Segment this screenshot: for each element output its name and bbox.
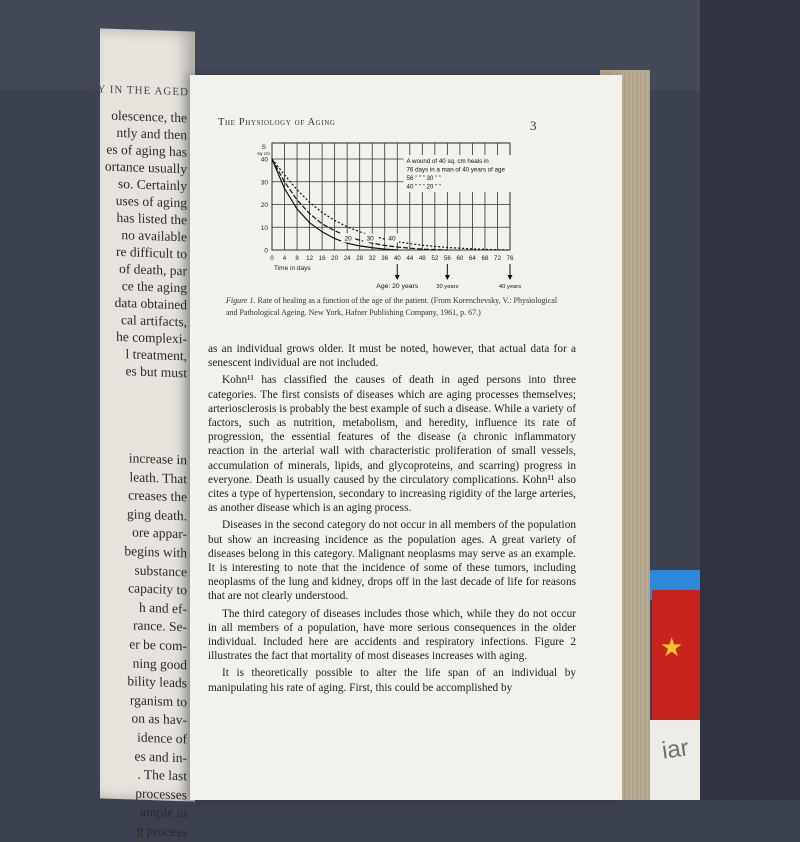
- page-number: 3: [530, 118, 537, 133]
- x-tick-label: 28: [356, 255, 364, 262]
- chart-age-markers: [376, 264, 521, 290]
- left-page-bottom-line: processes: [135, 785, 187, 803]
- left-page-top-line: uses of aging: [115, 192, 187, 211]
- y-axis-label: S: [261, 144, 266, 151]
- curve-label: 20: [344, 235, 352, 243]
- left-page-bottom-line: begins with: [124, 543, 187, 561]
- left-page-top-line: ntly and then: [116, 124, 187, 143]
- paragraph-4: The third category of diseases includes those which, while they do not occur in all members of a population, have more serious consequences in the older individual. Included here are accidents and respiratory infections. Figure 2 illustrates the fact that mortality of most diseases increases with aging.: [208, 607, 576, 663]
- left-page-bottom-line: leath. That: [129, 468, 187, 486]
- x-tick-label: 64: [468, 255, 476, 262]
- age-marker-arrowhead: [395, 275, 400, 280]
- left-page-text-bottom: [124, 449, 187, 842]
- left-page-bottom-line: on as hav-: [131, 710, 187, 728]
- age-marker-label: 30 years: [436, 284, 459, 290]
- left-page-top-line: es of aging has: [106, 141, 187, 160]
- figure-caption: [226, 295, 566, 319]
- age-marker-label: Age: 20 years: [376, 283, 419, 290]
- left-page-bottom-line: es and in-: [134, 748, 187, 765]
- x-tick-label: 56: [443, 255, 451, 262]
- left-page-bottom-line: h and ef-: [139, 599, 187, 617]
- y-tick-label: 20: [260, 202, 268, 209]
- book-page: [190, 75, 622, 800]
- left-page-top-line: ce the aging: [121, 278, 187, 296]
- x-tick-label: 16: [318, 255, 326, 262]
- left-page-top-line: olescence, the: [111, 107, 187, 126]
- x-tick-label: 8: [295, 255, 299, 262]
- figure-label: Figure 1.: [226, 296, 256, 305]
- left-page-bottom-line: ning good: [132, 655, 187, 672]
- left-page-top-line: data obtained: [114, 294, 187, 313]
- background-shelf: [700, 0, 800, 800]
- x-tick-label: 72: [494, 255, 501, 262]
- curve-label: 30: [366, 235, 374, 243]
- left-page-top-line: l treatment,: [125, 346, 187, 364]
- x-tick-label: 0: [270, 255, 274, 262]
- left-page: [89, 28, 195, 840]
- left-page-top-line: so. Certainly: [118, 175, 187, 194]
- x-axis-label: Time in days: [274, 265, 311, 272]
- left-page-bottom-line: creases the: [128, 487, 187, 505]
- left-page-bottom-line: er be com-: [129, 636, 187, 654]
- left-page-top-line: cal artifacts,: [121, 312, 187, 330]
- x-tick-label: 52: [431, 255, 439, 262]
- y-tick-label: 10: [260, 224, 268, 232]
- left-page-text-top: [105, 107, 187, 382]
- x-tick-label: 4: [282, 255, 287, 262]
- age-marker-arrowhead: [445, 275, 450, 280]
- x-tick-label: 36: [381, 255, 389, 262]
- left-page-bottom-line: rganism to: [129, 692, 187, 710]
- star-icon: ★: [660, 633, 684, 663]
- left-page-heading: RY IN THE AGED: [89, 82, 189, 99]
- paragraph-5: It is theoretically possible to alter the life span of an individual by manipulating his rate of aging. First, this could be accomplished by: [208, 667, 576, 694]
- figure-caption-text: Rate of healing as a function of the age of the patient. (From Korenchevsky, V.: Physiological and Pathological Ageing. New York, Hafner Publishing Company, 1961, p. 67.): [226, 296, 558, 317]
- paragraph-3: Diseases in the second category do not occur in all members of the population but show an increasing incidence as the population ages. A great variety of diseases belong in this category. Malignant neoplasms may serve as an example. It is interesting to note that the incidence of some of these tumors, including neoplasms of the lung and kidney, drops off in the last decade of life for reasons that are not clearly understood.: [208, 519, 576, 603]
- left-page-bottom-line: bility leads: [127, 673, 187, 691]
- left-page-bottom-line: ample in: [140, 804, 187, 821]
- background-book-title: iar: [660, 734, 691, 765]
- x-tick-label: 60: [456, 255, 464, 262]
- left-page-top-line: ortance usually: [104, 158, 187, 177]
- left-page-bottom-line: capacity to: [128, 580, 187, 598]
- left-page-top-line: re difficult to: [116, 243, 187, 262]
- left-page-bottom-line: idence of: [137, 729, 187, 747]
- legend-line: 40 ” ” ” 20 ” ”: [406, 183, 441, 191]
- running-head: The Physiology of Aging: [218, 117, 336, 128]
- x-tick-label: 48: [418, 255, 426, 262]
- x-tick-label: 20: [331, 255, 339, 262]
- x-tick-label: 12: [306, 255, 314, 262]
- left-page-bottom-line: rance. Se-: [133, 617, 187, 635]
- left-page-top-line: has listed the: [116, 209, 187, 228]
- left-page-bottom-line: . The last: [137, 766, 187, 784]
- chart-legend: [404, 155, 516, 192]
- age-marker-arrowhead: [508, 275, 513, 280]
- paragraph-1: as an individual grows older. It must be noted, however, that actual data for a senescent individual are not included.: [208, 343, 576, 370]
- y-axis-unit: sq cm: [257, 152, 270, 157]
- healing-rate-chart: [245, 133, 535, 301]
- body-text: [208, 342, 576, 695]
- x-tick-label: 68: [481, 255, 489, 262]
- legend-line: A wound of 40 sq. cm heals in: [406, 158, 489, 165]
- x-tick-label: 32: [368, 255, 376, 262]
- left-page-bottom-line: ging death.: [127, 506, 187, 524]
- left-page-bottom-line: ore appar-: [132, 524, 187, 542]
- y-tick-label: 0: [264, 247, 268, 255]
- x-tick-label: 40: [393, 255, 401, 262]
- y-tick-label: 30: [260, 179, 268, 187]
- left-page-top-line: es but must: [125, 363, 187, 381]
- x-tick-label: 24: [343, 255, 351, 262]
- left-page-bottom-line: increase in: [128, 450, 187, 468]
- left-page-top-line: he complexi-: [116, 328, 187, 347]
- age-marker-label: 40 years: [498, 284, 522, 290]
- legend-line: 56 ” ” ” 30 ” ”: [406, 175, 441, 182]
- y-tick-label: 40: [260, 156, 268, 164]
- left-page-bottom-line: substance: [134, 562, 187, 579]
- x-tick-label: 44: [406, 255, 414, 262]
- left-page-top-line: no available: [121, 227, 187, 245]
- left-page-top-line: of death, par: [119, 261, 187, 279]
- paragraph-2: Kohn¹¹ has classified the causes of death in aged persons into three categories. The first consists of diseases which are aging processes themselves; arteriosclerosis is probably the best example of such a disease. While a variety of factors, such as nutrition, metabolism, and heredity, influence its rate of progression, the essential features of the disease (a chronic inflammatory reaction in the arterial wall with characteristic proliferation of small vessels, accumulation of minerals, lipids, and glycoproteins, and scarring) progress in everyone. Death is usually caused by the circulatory complications. Kohn¹¹ also cites a type of hypertension, secondary to increasing rigidity of the large arteries, as another disease which is an aging process.: [208, 374, 576, 515]
- left-page-bottom-line: g process: [136, 822, 187, 840]
- curve-label: 40: [388, 235, 396, 243]
- legend-line: 76 days in a man of 40 years of age: [406, 166, 505, 174]
- x-tick-label: 76: [506, 255, 514, 262]
